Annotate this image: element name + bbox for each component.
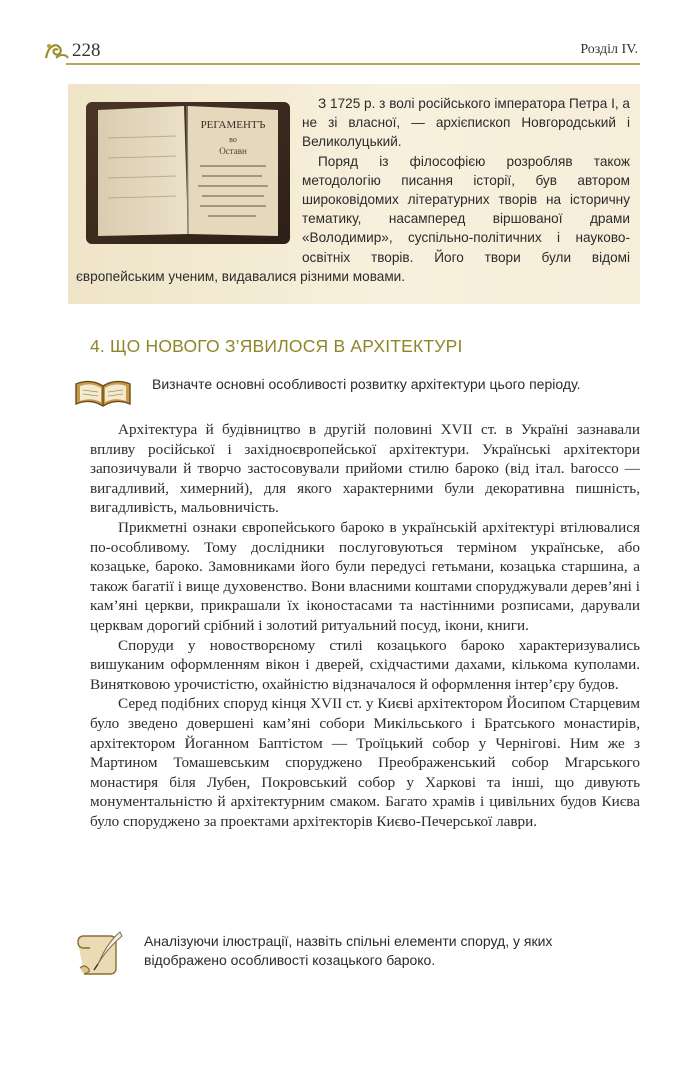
task-text: Визначте основні особливості розвитку архітектури цього періоду. xyxy=(152,376,581,392)
page-header xyxy=(44,36,640,66)
body-paragraph: Серед подібних споруд кінця XVII ст. у Києві архітектором Йосипом Старцевим було зведено довершені кам’яні собори Микільського і Братського монастирів, архітектором Йоганном Баптістом — Троїцький собор у Чернігові. Ним же з Мартином Томашевським споруджено Преображенський собор Мгарського монастиря біля Лубен, Покровський собор у Харкові та інші, що дивують монументальністю й архітектурним смаком. Багато храмів і цивільних будов Києва було споруджено за проектами архітекторів Києво-Печерської лаври. xyxy=(90,695,640,830)
body-paragraph: Архітектура й будівництво в другій половині XVII ст. в Україні зазнавали впливу російської і західноєвропейської архітектури. Українські архітектори запозичували й творчо застосовували прийоми стилю бароко (від італ. barocco — вигадливий, химерний), для якого характерними були декоративна пишність, вигадливість, мальовничість. xyxy=(90,421,640,517)
biography-box xyxy=(68,84,640,304)
book-line-2: во xyxy=(229,135,237,144)
book-line-3: Оставн xyxy=(219,146,247,156)
task-block xyxy=(70,372,640,412)
biography-text xyxy=(76,94,630,286)
header-divider xyxy=(66,63,640,65)
biography-paragraph: Поряд із філософією розробляв також методологію писання історії, був автором широковідомих літературних творів на історичну тематику, насамперед віршованої драми «Володимир», суспільно-політичних і науково-освітніх творів. Його твори були відомі європейським ученим, видавалися різними мовами. xyxy=(76,153,630,284)
section-heading: 4. ЩО НОВОГО З’ЯВИЛОСЯ В АРХІТЕКТУРІ xyxy=(90,336,463,356)
biography-paragraph: З 1725 р. з волі російського імператора Петра I, а не зі власної, — архієпископ Новгородський і Великолуцький. xyxy=(302,96,630,150)
book-title-line: РЕГАМЕНТЪ xyxy=(200,119,266,131)
ornament-icon xyxy=(44,40,70,62)
scroll-quill-icon xyxy=(70,928,126,978)
body-paragraph: Прикметні ознаки європейського бароко в українській архітектурі втілювалися по-особливому. Тому дослідники послуговуються терміном українське, або козацьке, бароко. Замовниками його були передусі гетьмани, козацька старшина, а також багатії і вище духовенство. Вони власними коштами споруджували дерев’яні і кам’яні церкви, прикрашали їх іконостасами та настінними розписами, дарували церквам дорогий срібний і золотий ритуальний посуд, ікони, книги. xyxy=(90,518,640,634)
page-number: 228 xyxy=(72,40,101,61)
section-label: Розділ IV. xyxy=(580,42,638,57)
main-text xyxy=(90,420,640,831)
task-text: Аналізуючи ілюстрації, назвіть спільні елементи споруд, у яких відображено особливості козацького бароко. xyxy=(144,933,553,968)
task-block xyxy=(70,928,640,980)
open-book-icon xyxy=(72,374,134,410)
body-paragraph: Споруди у новостворєному стилі козацького бароко характеризувались вишуканим оформленням вікон і дверей, східчастими дахами, кількома куполами. Винятковою урочистістю, охайністю відзначалося й оформлення інтер’єру будов. xyxy=(90,636,640,693)
